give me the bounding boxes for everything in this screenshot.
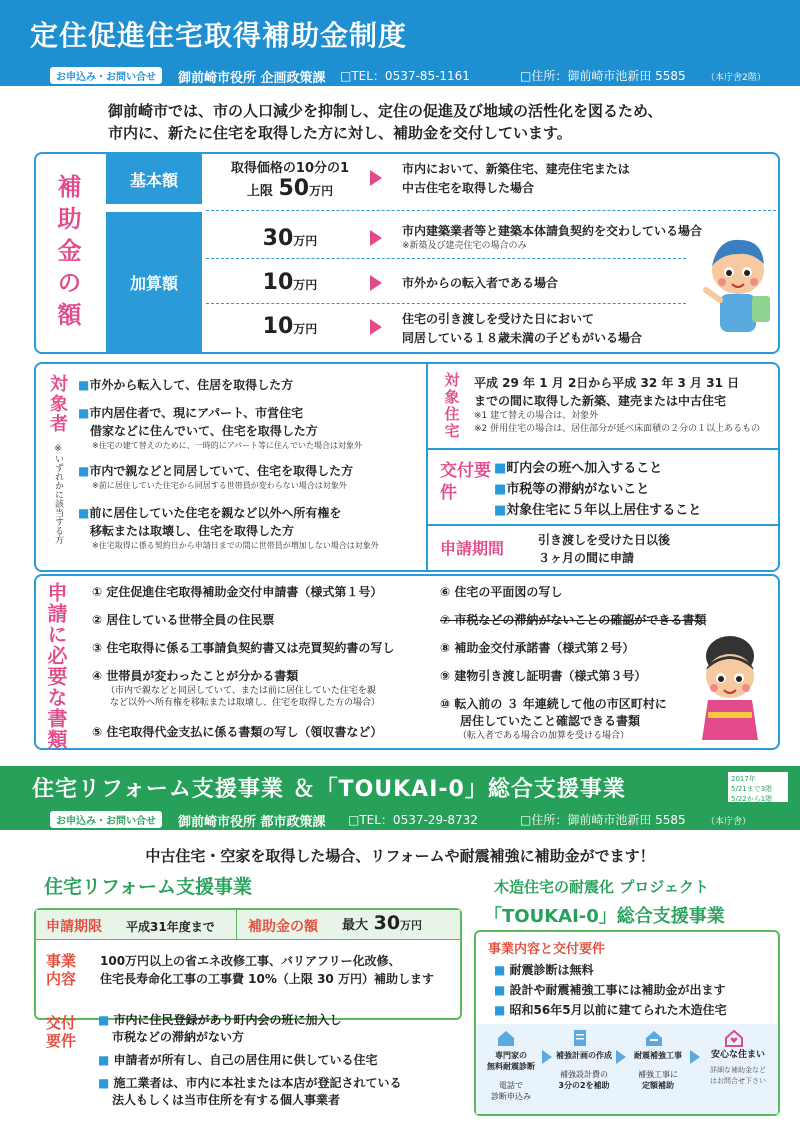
document-item: ⑩ 転入前の ３ 年連続して他の市区町村に 居住していたこと確認できる書類 （転入者である場合の加算を受ける場合） [440,697,667,741]
document-item: ① 定住促進住宅取得補助金交付申請書（様式第１号） [92,585,383,599]
add-label: 加算額 [106,212,202,352]
step-2: 補強計画の作成 補強設計費の 3分の2を補助 [556,1051,612,1090]
document-icon [570,1028,590,1048]
floor-note: 2017年 5/21まで3階 5/22から1階 [728,772,788,802]
section2-title: 住宅リフォーム支援事業 ＆「TOUKAI-0」総合支援事業 [32,777,626,802]
toukai-content-label: 事業内容と交付要件 [488,942,606,957]
add-desc-2: 市外からの転入者である場合 [402,276,559,290]
yen-unit: 万円 [293,278,318,292]
divider [428,524,778,526]
period-line: ３ヶ月の間に申請 [538,551,635,565]
section2-header [0,766,800,808]
target-person-label: 対象者 [47,374,68,434]
office-name: 御前崎市役所 都市政策課 [178,815,326,830]
document-item: ③ 住宅取得に係る工事請負契約書又は売買契約書の写し [92,641,395,655]
target-person-note: ※いずれかに該当する方 [53,444,63,544]
document-item: ⑤ 住宅取得代金支払に係る書類の写し（領収書など） [92,725,383,739]
basic-desc-line: 市内において、新築住宅、建売住宅または [402,162,630,176]
reform-content [100,952,434,988]
address: □住所：御前崎市池新田 5585 [520,69,686,83]
reform-period-label: 申請期限 [46,919,102,935]
reform-content-line: 100万円以上の省エネ改修工事、バリアフリー化改修、 [100,954,401,968]
add-desc-1 [402,222,702,252]
basic-desc-line: 中古住宅を取得した場合 [402,181,535,195]
chevron-right-icon [616,1050,626,1064]
document-item: ② 居住している世帯全員の住民票 [92,613,275,627]
section1-contact-bar [0,64,800,86]
add-amount-value: 10 [262,314,294,339]
period-text [538,531,670,567]
divider [206,303,686,304]
amount-side-label: 補助金の額 [53,174,81,334]
divider [428,448,778,450]
address-note: （本庁舎） [706,817,752,827]
target-item: ■市内居住者で、現にアパート、市営住宅 借家などに住んでいて、住宅を取得した方 ※住宅の建て替えのために、一時的にアパート等に住んでいた場合は対象外 [78,406,363,450]
address: □住所：御前崎市池新田 5585 [520,813,686,827]
add-desc-text: 住宅の引き渡しを受けた日において [402,312,595,326]
contact-pill: お申込み・お問い合せ [50,811,162,828]
basic-desc [402,160,630,198]
add-desc-3 [402,310,642,348]
intro-text [108,100,788,144]
section1-header [0,0,800,64]
step-4: 安心な住まい 詳細な補助金など はお問合せ下さい [710,1050,766,1085]
phone-number: □TEL：0537-29-8732 [348,813,478,827]
requirements-label: 交付要件 [440,461,491,503]
construction-icon [644,1028,664,1048]
chevron-right-icon [690,1050,700,1064]
toukai-item: 昭和56年5月以前に建てられた木造住宅 [509,1003,727,1017]
document-item-struck: ⑦ 市税などの滞納がないことの確認ができる書類 [440,613,707,627]
add-desc-note: ※新築及び建売住宅の場合のみ [402,241,527,251]
mascot-boy-illustration [698,230,778,340]
address-note: （本庁舎2階） [706,73,766,83]
basic-amount-value: 50 [278,176,310,201]
target-house-line: 平成 29 年 1 月 2日から平成 32 年 3 月 31 日 [474,376,740,390]
toukai-title-1: 木造住宅の耐震化 プロジェクト [494,878,709,896]
document-item: ⑨ 建物引き渡し証明書（様式第３号） [440,669,647,683]
documents-label: 申請に必要な書類 [44,582,68,750]
divider [206,210,776,211]
basic-amount-prefix: 上限 [246,184,273,199]
target-house-text: 平成 29 年 1 月 2日から平成 32 年 3 月 31 日 までの間に取得した新築、建売または中古住宅 ※1 建て替えの場合は、対象外 ※2 併用住宅の場合は、居住部分が延べ床面積の２分の１以上あるもの [474,376,761,434]
add-amount-value: 10 [262,270,294,295]
requirement-item: 市税等の滞納がないこと [506,482,650,497]
period-label: 申請期間 [440,539,505,558]
period-line: 引き渡しを受けた日以後 [538,533,671,547]
arrow-icon [370,230,382,246]
requirement-item: 町内会の班へ加入すること [506,461,663,476]
step-1: 専門家の 無料耐震診断 電話で 診断申込み [487,1051,535,1101]
reform-title: 住宅リフォーム支援事業 [44,876,253,898]
toukai-title-2: 「TOUKAI-0」総合支援事業 [484,906,725,927]
yen-unit: 万円 [293,322,318,336]
document-item: ④ 世帯員が変わったことが分かる書類 （市内で親などと同居していて、または前に居住していた住宅を親 など以外へ所有権を移転または取壊し、住宅を取得した方の場合） [92,669,381,708]
section2-lead: 中古住宅・空家を取得した場合、リフォームや耐震補強に補助金がでます！ [145,847,655,865]
step-3: 耐震補強工事 補強工事に 定額補助 [634,1051,682,1090]
intro-line: 御前崎市では、市の人口減少を抑制し、定住の促進及び地域の活性化を図るため、 [108,102,663,120]
add-amount-3 [215,314,365,339]
add-amount-1 [215,226,365,251]
basic-amount [215,157,365,201]
heart-house-icon [724,1028,744,1048]
add-desc-text: 市内建築業者等と建築本体請負契約を交わしている場合 [402,224,703,238]
target-item: ■市外から転入して、住居を取得した方 [78,378,294,392]
section1-title: 定住促進住宅取得補助金制度 [30,19,408,52]
basic-label: 基本額 [106,154,202,204]
divider [426,364,428,570]
requirements-list: ■町内会の班へ加入すること ■市税等の滞納がないこと ■対象住宅に５年以上居住すること [494,461,702,518]
reform-req-list: ■ 市内に住民登録があり町内会の班に加入し 市税などの滞納がない方 ■ 申請者が所有し、自己の居住用に供している住宅 ■ 施工業者は、市内に本社または本店が登記されている 法人もしくは当市住所を有する個人事業者 [98,1013,402,1107]
reform-content-label: 事業内容 [46,952,77,988]
yen-unit: 万円 [293,234,318,248]
section2-contact-bar [0,808,800,830]
reform-amount: 最大 30万円 [342,912,423,934]
arrow-icon [370,170,382,186]
reform-period-value: 平成31年度まで [126,920,215,934]
office-name: 御前崎市役所 企画政策課 [178,71,326,86]
mascot-girl-illustration [690,634,770,744]
add-desc-text: 同居している１８歳未満の子どもがいる場合 [402,331,643,345]
toukai-item: 設計や耐震補強工事には補助金が出ます [509,983,726,997]
target-house-line: までの間に取得した新築、建売または中古住宅 [474,394,727,408]
house-icon [496,1028,516,1048]
arrow-icon [370,275,382,291]
chevron-right-icon [542,1050,552,1064]
target-house-label: 対象住宅 [444,371,460,440]
contact-pill: お申込み・お問い合せ [50,67,162,84]
reform-content-line: 住宅長寿命化工事の工事費 10%（上限 30 万円）補助します [100,972,434,986]
target-item: ■市内で親などと同居していて、住宅を取得した方 ※前に居住していた住宅から同居する世帯員が変わらない場合は対象外 [78,464,354,490]
target-item: ■前に居住していた住宅を親など以外へ所有権を 移転または取壊し、住宅を取得した方 ※住宅取得に係る契約日から申請日までの間に世帯員が増加しない場合は対象外 [78,506,379,550]
add-amount-value: 30 [262,226,294,251]
yen-unit: 万円 [309,184,334,198]
requirement-item: 対象住宅に５年以上居住すること [506,503,702,518]
phone-number: □TEL：0537-85-1161 [340,69,470,83]
toukai-list: ■ 耐震診断は無料 ■ 設計や耐震補強工事には補助金が出ます ■ 昭和56年5月以前に建てられた木造住宅 [494,963,727,1017]
reform-req-label: 交付要件 [46,1014,77,1050]
divider [206,258,686,259]
add-amount-2 [215,270,365,295]
arrow-icon [370,319,382,335]
basic-amount-rate: 取得価格の10分の1 [230,161,350,176]
intro-line: 市内に、新たに住宅を取得した方に対し、補助金を交付しています。 [108,124,572,142]
reform-amount-label: 補助金の額 [248,919,318,935]
document-item: ⑧ 補助金交付承諾書（様式第２号） [440,641,635,655]
toukai-item: 耐震診断は無料 [509,963,594,977]
document-item: ⑥ 住宅の平面図の写し [440,585,563,599]
divider [236,910,237,940]
